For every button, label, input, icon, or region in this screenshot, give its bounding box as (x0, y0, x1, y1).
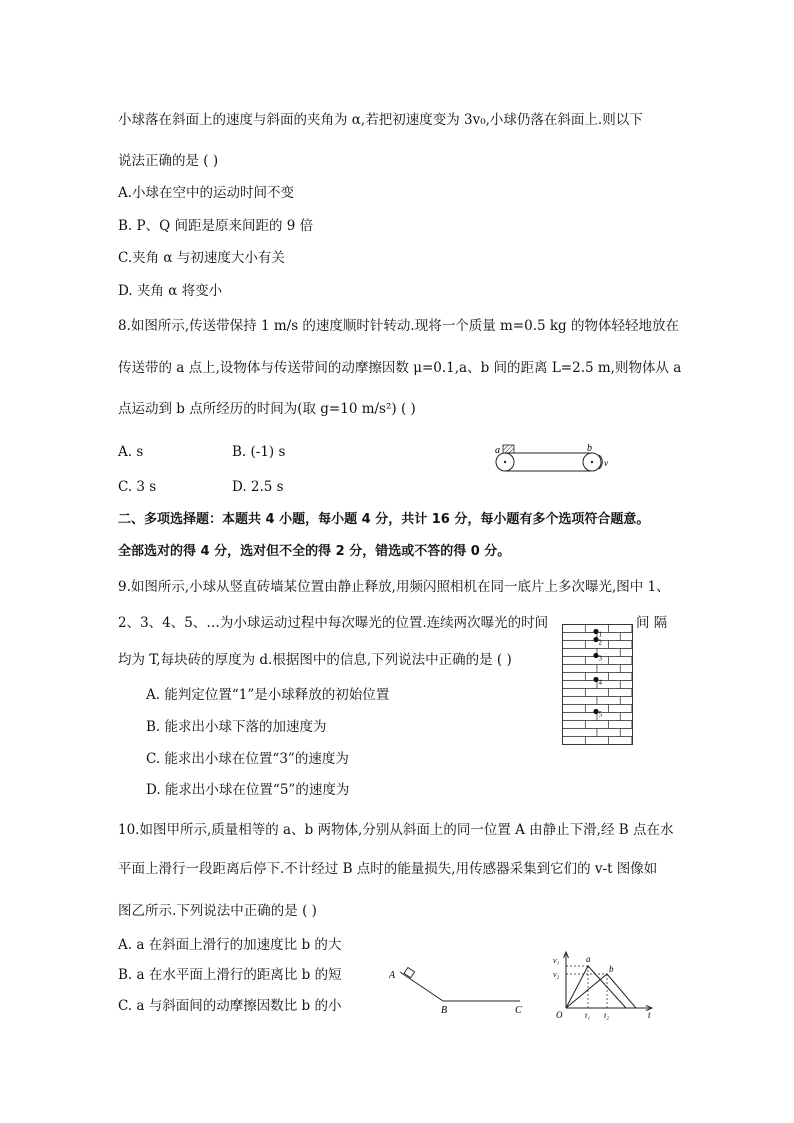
q7-option-c: C.夹角 α 与初速度大小有关 (118, 250, 285, 266)
q9-option-a: A. 能判定位置“1”是小球释放的初始位置 (146, 687, 390, 703)
q9-line1: 9.如图所示,小球从竖直砖墙某位置由静止释放,用频闪照相机在同一底片上多次曝光,图中 1、 (118, 579, 670, 595)
label-b: b (587, 443, 592, 454)
conveyor-belt-figure (490, 442, 615, 478)
q9-option-d: D. 能求出小球在位置“5”的速度为 (146, 782, 350, 798)
q10-option-b: B. a 在水平面上滑行的距离比 b 的短 (118, 967, 342, 983)
v2-label: v₂ (553, 970, 560, 979)
q8-option-d: D. 2.5 s (232, 479, 284, 495)
q10-option-a: A. a 在斜面上滑行的加速度比 b 的大 (118, 937, 342, 953)
q9-line3: 均为 T,每块砖的厚度为 d.根据图中的信息,下列说法中正确的是 ( ) (118, 652, 512, 668)
slope-line (400, 972, 443, 1001)
q9-line2-end: 间 隔 (636, 615, 668, 631)
wall-outline (563, 625, 633, 745)
brick-wall-figure (562, 624, 634, 746)
q8-line2: 传送带的 a 点上,设物体与传送带间的动摩擦因数 μ=0.1,a、b 间的距离 L=2.5 m,则物体从 a (118, 360, 682, 376)
q10-line3: 图乙所示.下列说法中正确的是 ( ) (118, 903, 317, 919)
label-v: v (604, 458, 608, 468)
ball-label-5: 5 (598, 710, 602, 719)
block-on-belt (503, 445, 514, 453)
origin-label: O (556, 1010, 563, 1020)
q10-option-c: C. a 与斜面间的动摩擦因数比 b 的小 (118, 998, 342, 1014)
v1-label: v₁ (553, 956, 560, 965)
ball-label-4: 4 (598, 678, 602, 687)
point-c-label: C (515, 1005, 522, 1016)
pulley-right-axle (591, 461, 593, 463)
q10-line1: 10.如图甲所示,质量相等的 a、b 两物体,分别从斜面上的同一位置 A 由静止下滑,经 B 点在水 (118, 822, 674, 838)
slope-figure (388, 966, 528, 1016)
t2-label: t₂ (604, 1011, 610, 1020)
q7-line1: 小球落在斜面上的速度与斜面的夹角为 α,若把初速度变为 3v₀,小球仍落在斜面上.则以下 (118, 112, 643, 128)
q8-option-b: B. (-1) s (232, 444, 286, 460)
label-a: a (495, 445, 500, 456)
q7-option-a: A.小球在空中的运动时间不变 (118, 185, 295, 201)
q8-line1: 8.如图所示,传送带保持 1 m/s 的速度顺时针转动.现将一个质量 m=0.5 kg 的物体轻轻地放在 (118, 318, 679, 334)
q10-line2: 平面上滑行一段距离后停下.不计经过 B 点时的能量损失,用传感器采集到它们的 v-t 图像如 (118, 861, 658, 877)
point-a-label: A (389, 970, 396, 981)
vt-graph-figure (552, 950, 658, 1022)
q8-option-c: C. 3 s (118, 479, 157, 495)
section2-line2: 全部选对的得 4 分，选对但不全的得 2 分，错选或不答的得 0 分。 (118, 544, 511, 559)
t-label: t (648, 1010, 651, 1020)
point-b-label: B (441, 1005, 448, 1016)
ball-label-3: 3 (598, 654, 602, 663)
q8-option-a: A. s (118, 444, 144, 460)
q9-option-c: C. 能求出小球在位置“3”的速度为 (146, 751, 349, 767)
q7-line2: 说法正确的是 ( ) (118, 153, 219, 169)
ball-label-2: 2 (598, 638, 602, 647)
q8-line3: 点运动到 b 点所经历的时间为(取 g=10 m/s²) ( ) (118, 401, 416, 417)
q9-line2: 2、3、4、5、…为小球运动过程中每次曝光的位置.连续两次曝光的时间 (118, 615, 549, 631)
q7-option-d: D. 夹角 α 将变小 (118, 283, 223, 299)
line-a (566, 966, 626, 1008)
line-b (566, 974, 636, 1008)
ball-label-1: 1 (598, 630, 602, 639)
section2-line1: 二、多项选择题：本题共 4 小题，每小题 4 分，共计 16 分，每小题有多个选项符合题意。 (118, 512, 650, 527)
t1-label: t₁ (585, 1011, 591, 1020)
curve-a-label: a (586, 954, 591, 964)
q7-option-b: B. P、Q 间距是原来间距的 9 倍 (118, 218, 314, 234)
pulley-left-axle (504, 461, 506, 463)
q9-option-b: B. 能求出小球下落的加速度为 (146, 719, 327, 735)
curve-b-label: b (609, 964, 614, 974)
